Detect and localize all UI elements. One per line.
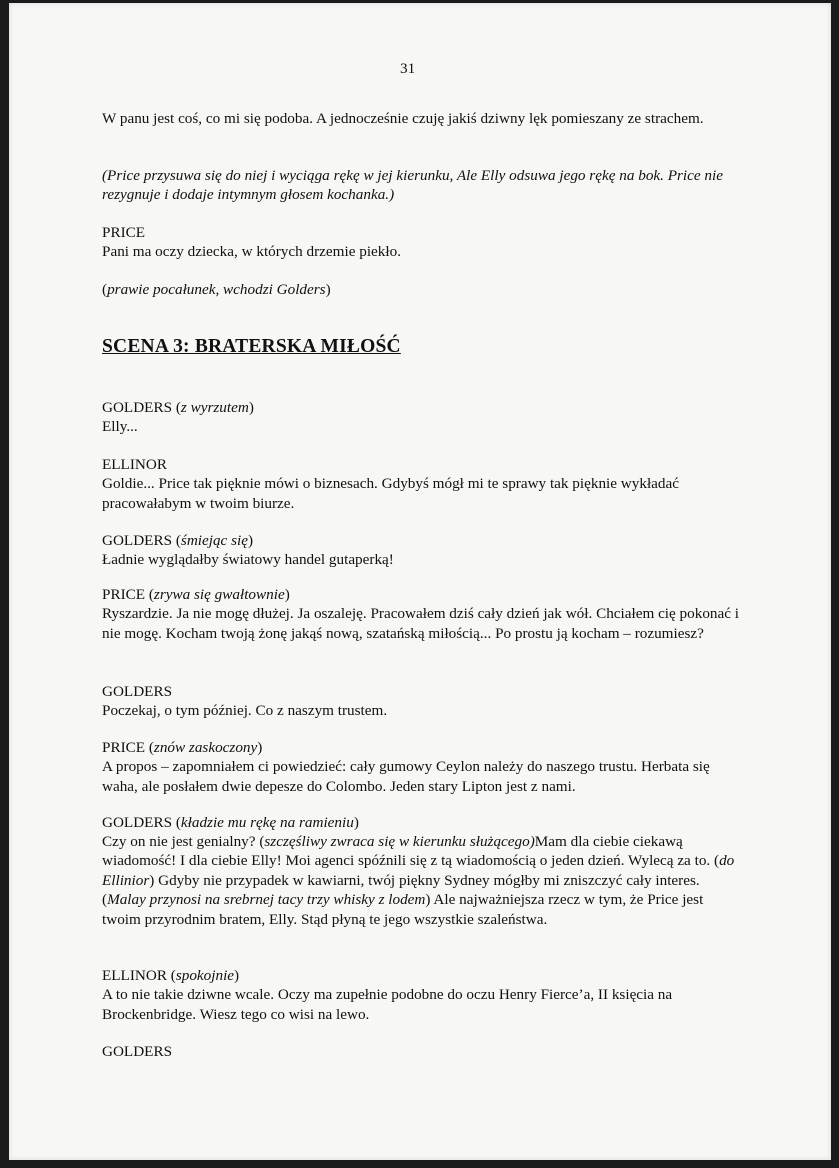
speaker-name: GOLDERS	[102, 399, 173, 416]
stage-direction: szczęśliwy zwraca się w kierunku służącego)	[264, 833, 535, 850]
speaker-line: PRICE (znów zaskoczony)	[102, 739, 263, 756]
speaker-line	[102, 682, 742, 701]
text-block	[102, 832, 742, 929]
stage-direction: spokojnie	[175, 967, 235, 984]
stage-direction: Malay przynosi na srebrnej tacy trzy whisky z lodem	[107, 891, 426, 909]
speaker-name: GOLDERS	[102, 814, 173, 831]
speaker-name: GOLDERS	[102, 1043, 173, 1060]
speaker-name: PRICE	[102, 224, 146, 241]
text-block	[102, 109, 742, 128]
dialogue-text: Goldie... Price tak pięknie mówi o biznesach. Gdybyś mógł mi te sprawy tak pięknie wykładać pracowałabym w twoim biurze.	[102, 475, 679, 512]
stage-direction: (Price przysuwa się do niej i wyciąga rękę w jej kierunku, Ale Elly odsuwa jego rękę na bok. Price nie rezygnuje i dodaje intymnym głosem kochanka.)	[102, 167, 723, 204]
dialogue-text: Poczekaj, o tym później. Co z naszym trustem.	[102, 702, 388, 720]
dialogue-text: A to nie takie dziwne wcale. Oczy ma zupełnie podobne do oczu Henry Fierce’a, II księcia na Brockenbridge. Wiesz tego co wisi na lewo.	[102, 986, 673, 1023]
text-block	[102, 966, 742, 1024]
stage-direction-paragraph: (prawie pocałunek, wchodzi Golders)	[102, 281, 331, 298]
speaker-line: ELLINOR (spokojnie)	[102, 967, 240, 984]
speaker-name: PRICE	[102, 586, 146, 603]
speaker-line	[102, 1042, 742, 1061]
speaker-line: GOLDERS (z wyrzutem)	[102, 399, 254, 416]
text-block	[102, 166, 742, 205]
speaker-line: GOLDERS (śmiejąc się)	[102, 532, 254, 549]
speaker-name: ELLINOR	[102, 967, 167, 984]
stage-direction: prawie pocałunek, wchodzi Golders	[107, 281, 326, 298]
text-block	[102, 813, 742, 832]
stage-direction: do Ellinior	[102, 852, 735, 889]
text-block	[102, 280, 742, 299]
speaker-name: GOLDERS	[102, 683, 173, 700]
stage-direction: zrywa się gwałtownie	[153, 586, 285, 603]
stage-direction: kładzie mu rękę na ramieniu	[180, 814, 354, 831]
dialogue-text: Ładnie wyglądałby światowy handel gutaperką!	[102, 551, 394, 569]
text-block	[102, 223, 742, 262]
stage-direction-paragraph	[102, 166, 742, 205]
stage-direction: z wyrzutem	[180, 399, 249, 416]
speaker-line	[102, 223, 742, 242]
dialogue-text: Elly...	[102, 418, 138, 436]
text-block	[102, 738, 742, 796]
text-block	[102, 585, 742, 643]
text-block	[102, 682, 742, 721]
speaker-line	[102, 455, 742, 474]
speaker-name: ELLINOR	[102, 456, 167, 473]
speaker-line: PRICE (zrywa się gwałtownie)	[102, 586, 290, 603]
text-block	[102, 1042, 742, 1061]
stage-direction: śmiejąc się	[180, 532, 248, 549]
dialogue-text: Czy on nie jest genialny? (szczęśliwy zwraca się w kierunku służącego)Mam dla ciebie ciekawą wiadomość! I dla ciebie Elly! Moi agenci spóźnili się z tą wiadomością o jeden dzień. Wylecą za to. (do Ellinior) Gdyby nie przypadek w kawiarni, twój piękny Sydney mógłby mi zniszczyć cały interes. (Malay przynosi na srebrnej tacy trzy whisky z lodem) Ale najważniejsza rzecz w tym, że Price jest twoim przyrodnim bratem, Elly. Stąd płyną te jego wszystkie szaleństwa.	[102, 833, 735, 928]
text-block	[102, 455, 742, 513]
text-block	[102, 398, 742, 437]
dialogue-text: W panu jest coś, co mi się podoba. A jednocześnie czuję jakiś dziwny lęk pomieszany ze strachem.	[102, 110, 704, 127]
page-number: 31	[400, 60, 416, 77]
speaker-line: GOLDERS (kładzie mu rękę na ramieniu)	[102, 814, 359, 831]
speaker-name: GOLDERS	[102, 532, 173, 549]
document-page	[9, 3, 831, 1160]
dialogue-text: A propos – zapomniałem ci powiedzieć: cały gumowy Ceylon należy do naszego trustu. Herbata się waha, ale posłałem dwie depesze do Colombo. Jeden stary Lipton jest z nami.	[102, 758, 710, 795]
dialogue-text: Ryszardzie. Ja nie mogę dłużej. Ja oszaleję. Pracowałem dziś cały dzień jak wół. Chciałem cię pokonać i nie mogę. Kocham twoją żonę jakąś nową, szatańską miłością... Po prostu ją kocham – rozumiesz?	[102, 605, 740, 642]
scene-heading	[102, 337, 742, 357]
scene-heading-text: SCENA 3: BRATERSKA MIŁOŚĆ	[102, 336, 401, 357]
speaker-name: PRICE	[102, 739, 146, 756]
stage-direction: znów zaskoczony	[153, 739, 258, 756]
dialogue-text: Pani ma oczy dziecka, w których drzemie piekło.	[102, 243, 401, 261]
text-block	[102, 531, 742, 570]
